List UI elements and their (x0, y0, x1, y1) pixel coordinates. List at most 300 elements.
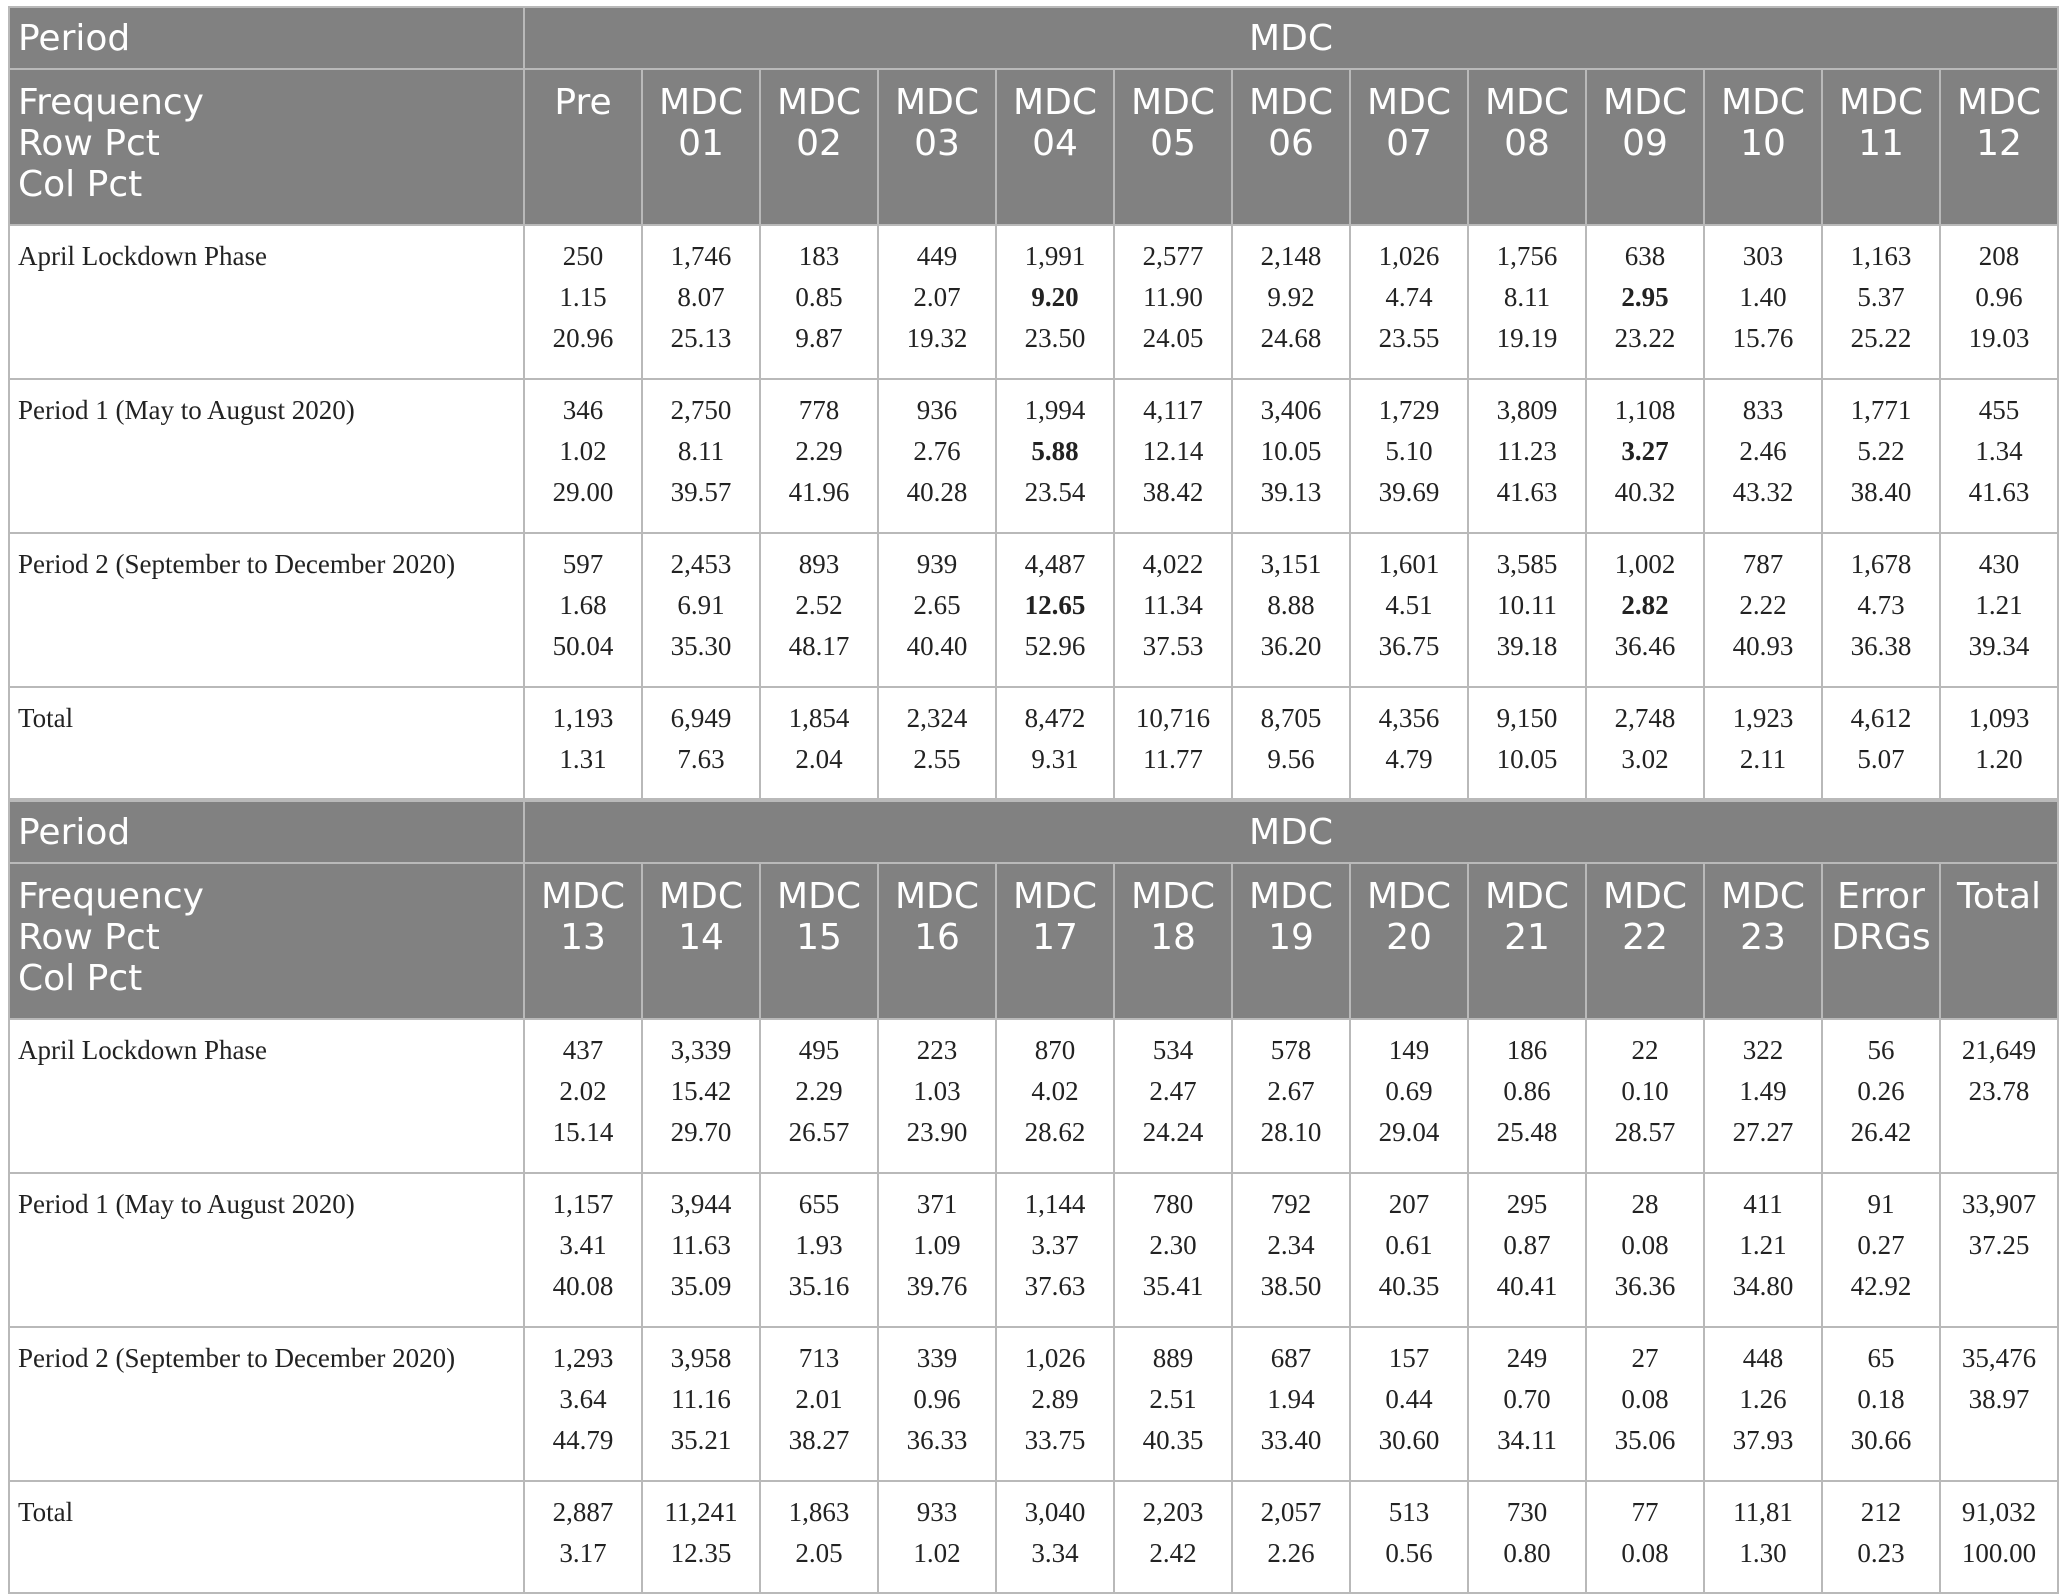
row-label: April Lockdown Phase (9, 225, 524, 379)
cell-value: 28.57 (1614, 1117, 1676, 1147)
cell-value: 39.76 (906, 1271, 968, 1301)
cell-value: 24.68 (1260, 323, 1322, 353)
cell-value: 346 (562, 395, 604, 425)
cell-value: 1.20 (1975, 744, 2023, 774)
table-cell (524, 1173, 642, 1327)
cell-value: 1.02 (559, 436, 607, 466)
table-cell (996, 1019, 1114, 1173)
column-header (524, 69, 642, 225)
column-header-line: MDC (1131, 876, 1215, 917)
cell-value: 11.34 (1143, 590, 1203, 620)
cell-value: 28.10 (1260, 1117, 1322, 1147)
cell-value: 936 (916, 395, 958, 425)
cell-value: 0.18 (1857, 1384, 1905, 1414)
cell-value: 212 (1860, 1497, 1902, 1527)
table-cell (1704, 379, 1822, 533)
cell-value: 5.37 (1857, 282, 1905, 312)
table-cell (524, 687, 642, 799)
cell-value: 23.22 (1614, 323, 1676, 353)
cell-value: 1,093 (1968, 703, 2030, 733)
cell-value: 0.96 (1975, 282, 2023, 312)
cell-value: 19.32 (906, 323, 968, 353)
cell-value: 40.35 (1378, 1271, 1440, 1301)
table-cell (1114, 1327, 1232, 1481)
column-header-line: 12 (1976, 123, 2022, 164)
table-cell (878, 379, 996, 533)
cell-value: 0.08 (1621, 1230, 1669, 1260)
cell-value: 2,203 (1142, 1497, 1204, 1527)
statistics-legend (9, 863, 524, 1019)
column-header (878, 863, 996, 1019)
cell-value: 713 (798, 1343, 840, 1373)
cell-value: 35,476 (1961, 1343, 2037, 1373)
cell-value: 19.03 (1968, 323, 2030, 353)
row-label: Period 1 (May to August 2020) (9, 379, 524, 533)
cell-value: 534 (1152, 1035, 1194, 1065)
cell-value: 0.61 (1385, 1230, 1433, 1260)
table-cell (1232, 687, 1350, 799)
cell-value: 30.66 (1850, 1425, 1912, 1455)
mdc-group-header: MDC (524, 7, 2058, 69)
table-cell (1232, 1173, 1350, 1327)
cell-value: 8.11 (677, 436, 725, 466)
table-cell (1704, 1481, 1822, 1593)
cell-value: 19.19 (1496, 323, 1558, 353)
cell-value: 2,750 (670, 395, 732, 425)
period-header: Period (9, 801, 524, 863)
column-header-line: MDC (1013, 82, 1097, 123)
cell-value: 889 (1152, 1343, 1194, 1373)
column-header-line: 23 (1740, 917, 1786, 958)
cell-value: 41.63 (1968, 477, 2030, 507)
column-header-line: MDC (541, 876, 625, 917)
cell-value: 4,612 (1850, 703, 1912, 733)
statistic-label: Frequency (18, 876, 204, 917)
column-header (1114, 863, 1232, 1019)
table-cell (996, 1481, 1114, 1593)
cell-value: 149 (1388, 1035, 1430, 1065)
cell-value: 1.34 (1975, 436, 2023, 466)
cell-value: 37.63 (1024, 1271, 1086, 1301)
cell-value: 1,923 (1732, 703, 1794, 733)
table-cell (524, 1327, 642, 1481)
column-header-line: MDC (1957, 82, 2041, 123)
column-header (1232, 69, 1350, 225)
cell-value: 2.07 (913, 282, 961, 312)
cell-value: 2.65 (913, 590, 961, 620)
table-cell (524, 1019, 642, 1173)
cell-value: 24.05 (1142, 323, 1204, 353)
cell-value: 186 (1506, 1035, 1548, 1065)
table-cell (1586, 225, 1704, 379)
column-header-line: MDC (1839, 82, 1923, 123)
statistics-legend (9, 69, 524, 225)
cell-value: 30.60 (1378, 1425, 1440, 1455)
cell-value: 2.55 (913, 744, 961, 774)
cell-value: 11.23 (1497, 436, 1557, 466)
table-cell (524, 379, 642, 533)
cell-value: 41.63 (1496, 477, 1558, 507)
cell-value: 4.73 (1857, 590, 1905, 620)
cell-value: 23.50 (1024, 323, 1086, 353)
cell-value: 2.42 (1149, 1538, 1197, 1568)
cell-value: 1.21 (1739, 1230, 1787, 1260)
cell-value: 40.40 (906, 631, 968, 661)
table-cell (1350, 225, 1468, 379)
column-header-line: MDC (895, 82, 979, 123)
cell-value: 1,002 (1614, 549, 1676, 579)
cell-value: 730 (1506, 1497, 1548, 1527)
cell-value: 1.30 (1739, 1538, 1787, 1568)
cell-value: 11,81 (1733, 1497, 1793, 1527)
table-cell (1822, 379, 1940, 533)
cell-value: 35.21 (670, 1425, 732, 1455)
cell-value: 833 (1742, 395, 1784, 425)
cell-value: 1.40 (1739, 282, 1787, 312)
cell-value: 42.92 (1850, 1271, 1912, 1301)
column-header-line: MDC (1249, 876, 1333, 917)
table-cell (996, 533, 1114, 687)
cell-value: 339 (916, 1343, 958, 1373)
cell-value: 15.76 (1732, 323, 1794, 353)
table-cell (642, 533, 760, 687)
column-header-line: 09 (1622, 123, 1668, 164)
column-header (878, 69, 996, 225)
cell-value: 8.07 (677, 282, 725, 312)
row-label: Period 2 (September to December 2020) (9, 533, 524, 687)
column-header (760, 69, 878, 225)
table-cell (760, 1327, 878, 1481)
cell-value: 448 (1742, 1343, 1784, 1373)
cell-value: 44.79 (552, 1425, 614, 1455)
table-cell (996, 1173, 1114, 1327)
cell-value: 1.26 (1739, 1384, 1787, 1414)
cell-value: 35.41 (1142, 1271, 1204, 1301)
cell-value: 249 (1506, 1343, 1548, 1373)
column-header-line: 06 (1268, 123, 1314, 164)
cell-value: 0.08 (1621, 1384, 1669, 1414)
column-header-line: DRGs (1831, 917, 1931, 958)
mdc-group-header: MDC (524, 801, 2058, 863)
cell-value: 9.20 (1031, 282, 1079, 312)
cell-value: 4.79 (1385, 744, 1433, 774)
cell-value: 2.29 (795, 436, 843, 466)
cell-value: 1,994 (1024, 395, 1086, 425)
cell-value: 29.00 (552, 477, 614, 507)
column-header (1468, 863, 1586, 1019)
table-cell (1940, 687, 2058, 799)
cell-value: 0.87 (1503, 1230, 1551, 1260)
cell-value: 4.02 (1031, 1076, 1079, 1106)
column-header (1114, 69, 1232, 225)
cell-value: 100.00 (1961, 1538, 2037, 1568)
cell-value: 5.88 (1031, 436, 1079, 466)
column-header-line: MDC (777, 876, 861, 917)
column-header (1350, 863, 1468, 1019)
table-cell (1350, 687, 1468, 799)
cell-value: 26.42 (1850, 1117, 1912, 1147)
table-cell (1468, 687, 1586, 799)
cell-value: 15.42 (670, 1076, 732, 1106)
cell-value: 1,863 (788, 1497, 850, 1527)
table-cell (1822, 1327, 1940, 1481)
column-header (1586, 69, 1704, 225)
column-header (1704, 69, 1822, 225)
table-cell (1114, 1481, 1232, 1593)
cell-value: 39.13 (1260, 477, 1322, 507)
cell-value: 2,887 (552, 1497, 614, 1527)
column-header (1822, 69, 1940, 225)
table-cell (524, 225, 642, 379)
column-header-line: 15 (796, 917, 842, 958)
cell-value: 0.96 (913, 1384, 961, 1414)
column-header-line: 21 (1504, 917, 1550, 958)
column-header (524, 863, 642, 1019)
column-header-line: 08 (1504, 123, 1550, 164)
cell-value: 3.02 (1621, 744, 1669, 774)
cell-value: 430 (1978, 549, 2020, 579)
cell-value: 3,339 (670, 1035, 732, 1065)
cell-value: 11,241 (664, 1497, 738, 1527)
column-header-line: 04 (1032, 123, 1078, 164)
cell-value: 36.36 (1614, 1271, 1676, 1301)
cell-value: 9.31 (1031, 744, 1079, 774)
cell-value: 1.94 (1267, 1384, 1315, 1414)
cell-value: 411 (1743, 1189, 1783, 1219)
cell-value: 655 (798, 1189, 840, 1219)
cell-value: 40.28 (906, 477, 968, 507)
column-header (1940, 69, 2058, 225)
table-cell (996, 1327, 1114, 1481)
column-header-line: MDC (1367, 876, 1451, 917)
cell-value: 792 (1270, 1189, 1312, 1219)
column-header-line: 13 (560, 917, 606, 958)
cell-value: 11.77 (1143, 744, 1203, 774)
cell-value: 9.92 (1267, 282, 1315, 312)
column-header-line: MDC (777, 82, 861, 123)
cell-value: 4.74 (1385, 282, 1433, 312)
cell-value: 23.55 (1378, 323, 1440, 353)
cell-value: 3.37 (1031, 1230, 1079, 1260)
table-cell (1114, 379, 1232, 533)
cell-value: 40.35 (1142, 1425, 1204, 1455)
row-label: Period 2 (September to December 2020) (9, 1327, 524, 1481)
cell-value: 34.11 (1497, 1425, 1557, 1455)
cell-value: 437 (562, 1035, 604, 1065)
cell-value: 35.30 (670, 631, 732, 661)
table-cell (1822, 533, 1940, 687)
table-cell (1232, 533, 1350, 687)
table-cell (1232, 1481, 1350, 1593)
cell-value: 2,324 (906, 703, 968, 733)
cell-value: 2.47 (1149, 1076, 1197, 1106)
table-cell (1232, 1019, 1350, 1173)
column-header (996, 863, 1114, 1019)
cell-value: 0.23 (1857, 1538, 1905, 1568)
cell-value: 1,193 (552, 703, 614, 733)
column-header-line: MDC (1131, 82, 1215, 123)
column-header (1704, 863, 1822, 1019)
column-header (1822, 863, 1940, 1019)
cell-value: 43.32 (1732, 477, 1794, 507)
column-header-line: MDC (1249, 82, 1333, 123)
cell-value: 2.95 (1621, 282, 1669, 312)
cell-value: 38.97 (1968, 1384, 2030, 1414)
cell-value: 1,026 (1024, 1343, 1086, 1373)
statistic-label: Frequency (18, 82, 204, 123)
column-header (1468, 69, 1586, 225)
cell-value: 183 (798, 241, 840, 271)
cell-value: 3,958 (670, 1343, 732, 1373)
table-cell (760, 1173, 878, 1327)
table-cell (1940, 225, 2058, 379)
cell-value: 40.08 (552, 1271, 614, 1301)
crosstab-table-part-1 (8, 6, 2059, 800)
column-header (1350, 69, 1468, 225)
cell-value: 1.21 (1975, 590, 2023, 620)
column-header (1940, 863, 2058, 1019)
cell-value: 25.13 (670, 323, 732, 353)
cell-value: 2.76 (913, 436, 961, 466)
statistic-label: Row Pct (18, 123, 160, 164)
cell-value: 2.67 (1267, 1076, 1315, 1106)
column-header-line: 03 (914, 123, 960, 164)
cell-value: 33,907 (1961, 1189, 2037, 1219)
column-header-line: MDC (895, 876, 979, 917)
table-cell (1940, 1327, 2058, 1481)
table-cell (1704, 1019, 1822, 1173)
cell-value: 40.41 (1496, 1271, 1558, 1301)
cell-value: 1.15 (559, 282, 607, 312)
table-cell (1232, 225, 1350, 379)
column-header-row (9, 863, 2058, 1019)
table-cell (878, 1327, 996, 1481)
table-cell (1822, 1481, 1940, 1593)
cell-value: 2.46 (1739, 436, 1787, 466)
crosstab-table-part-2 (8, 800, 2059, 1594)
column-header-line: Total (1956, 876, 2042, 917)
cell-value: 2.02 (559, 1076, 607, 1106)
cell-value: 3,944 (670, 1189, 732, 1219)
cell-value: 38.27 (788, 1425, 850, 1455)
column-header-line: 18 (1150, 917, 1196, 958)
column-header-line: MDC (1603, 82, 1687, 123)
cell-value: 26.57 (788, 1117, 850, 1147)
table-cell (878, 687, 996, 799)
cell-value: 638 (1624, 241, 1666, 271)
table-cell (1822, 225, 1940, 379)
cell-value: 4,117 (1143, 395, 1203, 425)
column-header-line: 14 (678, 917, 724, 958)
column-header-line: 01 (678, 123, 724, 164)
cell-value: 25.48 (1496, 1117, 1558, 1147)
cell-value: 36.33 (906, 1425, 968, 1455)
cell-value: 77 (1631, 1497, 1659, 1527)
cell-value: 23.78 (1968, 1076, 2030, 1106)
cell-value: 3,151 (1260, 549, 1322, 579)
column-header (642, 863, 760, 1019)
table-row (9, 379, 2058, 533)
table-cell (760, 1019, 878, 1173)
cell-value: 1,991 (1024, 241, 1086, 271)
cell-value: 870 (1034, 1035, 1076, 1065)
cell-value: 303 (1742, 241, 1784, 271)
cell-value: 9,150 (1496, 703, 1558, 733)
table-cell (1114, 687, 1232, 799)
cell-value: 34.80 (1732, 1271, 1794, 1301)
cell-value: 27 (1631, 1343, 1659, 1373)
table-cell (1586, 1173, 1704, 1327)
crosstab-container (8, 6, 2052, 1594)
cell-value: 35.09 (670, 1271, 732, 1301)
statistic-label: Col Pct (18, 164, 143, 205)
cell-value: 1.68 (559, 590, 607, 620)
cell-value: 0.26 (1857, 1076, 1905, 1106)
table-cell (1940, 1481, 2058, 1593)
table-cell (1940, 1019, 2058, 1173)
cell-value: 39.18 (1496, 631, 1558, 661)
table-cell (1468, 1173, 1586, 1327)
cell-value: 208 (1978, 241, 2020, 271)
column-header-line: MDC (1013, 876, 1097, 917)
table-cell (1704, 687, 1822, 799)
cell-value: 37.25 (1968, 1230, 2030, 1260)
column-header-row (9, 69, 2058, 225)
cell-value: 0.80 (1503, 1538, 1551, 1568)
table-cell (524, 1481, 642, 1593)
table-row (9, 533, 2058, 687)
table-cell (1350, 1019, 1468, 1173)
cell-value: 2,748 (1614, 703, 1676, 733)
column-header-line: Pre (554, 82, 612, 123)
cell-value: 0.70 (1503, 1384, 1551, 1414)
cell-value: 1,026 (1378, 241, 1440, 271)
cell-value: 28 (1631, 1189, 1659, 1219)
cell-value: 0.08 (1621, 1538, 1669, 1568)
cell-value: 2.01 (795, 1384, 843, 1414)
cell-value: 1,746 (670, 241, 732, 271)
cell-value: 1,163 (1850, 241, 1912, 271)
period-header-row (9, 801, 2058, 863)
cell-value: 36.46 (1614, 631, 1676, 661)
table-row (9, 1327, 2058, 1481)
cell-value: 2.11 (1739, 744, 1787, 774)
cell-value: 5.10 (1385, 436, 1433, 466)
table-cell (1822, 1173, 1940, 1327)
cell-value: 41.96 (788, 477, 850, 507)
cell-value: 250 (562, 241, 604, 271)
cell-value: 50.04 (552, 631, 614, 661)
cell-value: 8,705 (1260, 703, 1322, 733)
cell-value: 3,809 (1496, 395, 1558, 425)
cell-value: 4,356 (1378, 703, 1440, 733)
table-cell (642, 1019, 760, 1173)
cell-value: 8.11 (1503, 282, 1551, 312)
cell-value: 29.70 (670, 1117, 732, 1147)
cell-value: 5.22 (1857, 436, 1905, 466)
cell-value: 1.09 (913, 1230, 961, 1260)
table-cell (1586, 379, 1704, 533)
cell-value: 1,157 (552, 1189, 614, 1219)
cell-value: 6.91 (677, 590, 725, 620)
cell-value: 0.44 (1385, 1384, 1433, 1414)
cell-value: 2,148 (1260, 241, 1322, 271)
table-cell (1468, 1327, 1586, 1481)
cell-value: 2.52 (795, 590, 843, 620)
cell-value: 2.82 (1621, 590, 1669, 620)
table-cell (1114, 1019, 1232, 1173)
table-cell (1350, 533, 1468, 687)
